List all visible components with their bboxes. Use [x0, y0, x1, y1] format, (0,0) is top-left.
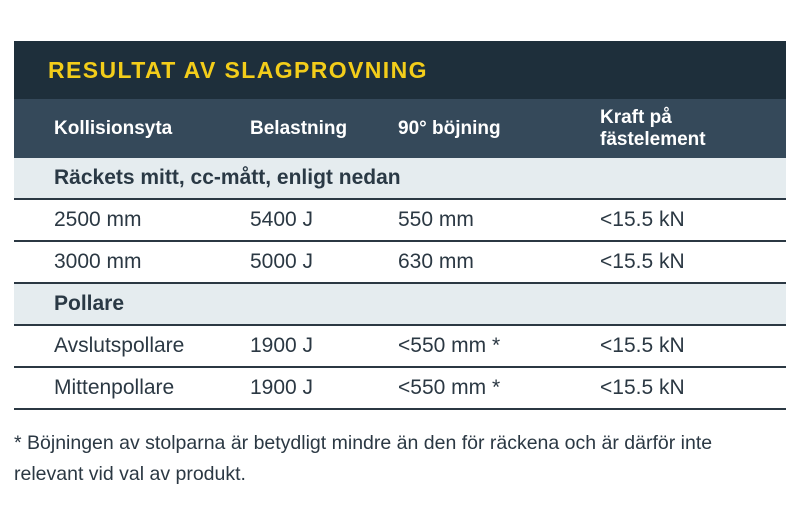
cell-bend: <550 mm * [398, 376, 501, 399]
impact-test-table [14, 41, 786, 410]
cell-surface: Mittenpollare [54, 376, 175, 399]
cell-force: <15.5 kN [600, 334, 685, 357]
cell-load: 5400 J [250, 208, 314, 231]
cell-force: <15.5 kN [600, 208, 685, 231]
table-title: RESULTAT AV SLAGPROVNING [48, 56, 428, 83]
header-force [600, 107, 786, 151]
header-collision-surface: Kollisionsyta [54, 117, 173, 139]
cell-force: <15.5 kN [600, 376, 685, 399]
cell-bend: <550 mm * [398, 334, 501, 357]
footnote: * Böjningen av stolparna är betydligt mindre än den för räckena och är därför inte relevant vid val av produkt. [14, 432, 713, 485]
cell-bend: 550 mm [398, 208, 474, 231]
cell-load: 1900 J [250, 334, 314, 357]
table-title-bar [14, 41, 786, 99]
table-row [14, 326, 786, 368]
section-bollards: Pollare [14, 284, 786, 326]
cell-surface: 3000 mm [54, 250, 142, 273]
table-header-row [14, 99, 786, 158]
header-bend: 90° böjning [398, 117, 501, 139]
cell-surface: Avslutspollare [54, 334, 185, 357]
section-railing-middle: Räckets mitt, cc-mått, enligt nedan [14, 158, 786, 200]
table-row [14, 200, 786, 242]
table-row [14, 368, 786, 410]
header-force-line1: Kraft på [600, 106, 672, 128]
header-force-line2: fästelement [600, 128, 706, 150]
header-load: Belastning [250, 117, 348, 139]
cell-bend: 630 mm [398, 250, 474, 273]
cell-load: 5000 J [250, 250, 314, 273]
cell-force: <15.5 kN [600, 250, 685, 273]
table-row [14, 242, 786, 284]
cell-load: 1900 J [250, 376, 314, 399]
cell-surface: 2500 mm [54, 208, 142, 231]
